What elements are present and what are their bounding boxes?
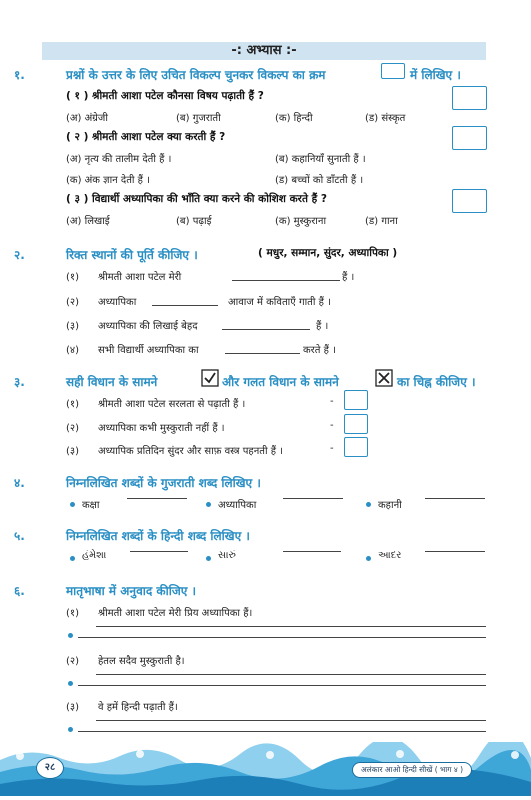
q6-item-1-number: (१) [66, 608, 80, 619]
question-4-number: ४. [14, 476, 25, 490]
q6-item-1-line-1[interactable] [96, 626, 486, 627]
q4-word-1-bullet [70, 502, 75, 507]
q1-item-2-option-b: (ब) कहानियाँ सुनाती हैं । [275, 154, 366, 165]
q5-word-3: આદર [378, 550, 402, 561]
q4-word-3: कहानी [378, 500, 402, 511]
question-1-heading-tail: में लिखिए । [410, 68, 461, 82]
q1-item-1-option-b: (ब) गुजराती [176, 113, 221, 124]
question-3-heading-c: का चिह्न कीजिए । [397, 375, 476, 389]
exercise-title: -: अभ्यास :- [42, 42, 486, 60]
q1-item-1-option-d: (ड) संस्कृत [365, 113, 406, 124]
q6-item-3-bullet [68, 727, 73, 732]
q3-item-3-text: अध्यापिक प्रतिदिन सुंदर और साफ़ वस्त्र पहनती हैं । [98, 446, 284, 457]
q6-item-2-text: हेतल सदैव मुस्कुराती है। [98, 656, 185, 667]
q3-item-1-text: श्रीमती आशा पटेल सरलता से पढ़ाती हैं । [98, 399, 246, 410]
q1-item-3-option-d: (ड) गाना [365, 216, 398, 227]
q3-item-1-dash: - [330, 396, 334, 407]
q3-item-2-answer-box[interactable] [344, 414, 368, 434]
q1-item-3-option-b: (ब) पढ़ाई [176, 216, 212, 227]
question-5-heading: निम्नलिखित शब्दों के हिन्दी शब्द लिखिए । [66, 529, 250, 543]
q5-word-1: હંમેશા [82, 550, 107, 561]
q1-item-1-answer-box[interactable] [452, 86, 487, 110]
q6-item-3-text: वे हमें हिन्दी पढ़ाती हैं। [98, 702, 178, 713]
q1-item-3-answer-box[interactable] [452, 189, 487, 213]
q2-item-2-blank[interactable] [152, 305, 218, 306]
q5-word-2-bullet [206, 556, 211, 561]
q3-item-1-answer-box[interactable] [344, 390, 368, 410]
question-5-number: ५. [14, 529, 25, 543]
q2-item-3-blank[interactable] [222, 329, 310, 330]
q1-item-2-question: ( २ ) श्रीमती आशा पटेल क्या करती हैं ? [66, 131, 226, 143]
q2-item-4-number: (४) [66, 345, 80, 356]
question-2-heading: रिक्त स्थानों की पूर्ति कीजिए । [66, 248, 198, 262]
q6-item-2-bullet [68, 681, 73, 686]
q1-item-2-option-a: (अ) नृत्य की तालीम देती हैं । [66, 154, 172, 165]
q1-item-2-answer-box[interactable] [452, 126, 487, 150]
question-4-heading: निम्नलिखित शब्दों के गुजराती शब्द लिखिए । [66, 476, 261, 490]
q2-item-1-blank[interactable] [232, 280, 340, 281]
book-name: अलंकार आओ हिन्दी सीखें ( भाग ४ ) [352, 762, 472, 778]
q3-item-3-number: (३) [66, 446, 80, 457]
q2-item-4-text-b: करते हैं । [303, 345, 336, 356]
q5-word-1-blank[interactable] [130, 551, 188, 552]
q6-item-3-answer-line[interactable] [78, 731, 486, 732]
q3-item-2-dash: - [330, 420, 334, 431]
question-3-heading-a: सही विधान के सामने [66, 375, 158, 389]
q1-item-1-option-a: (अ) अंग्रेजी [66, 113, 108, 124]
q2-item-1-number: (१) [66, 272, 80, 283]
q3-item-3-dash: - [330, 443, 334, 454]
q5-word-3-blank[interactable] [425, 551, 485, 552]
q6-item-2-answer-line[interactable] [78, 685, 486, 686]
q5-word-2-blank[interactable] [283, 551, 341, 552]
q4-word-1: कक्षा [82, 500, 100, 511]
q5-word-1-bullet [70, 556, 75, 561]
question-6-heading: मातृभाषा में अनुवाद कीजिए । [66, 584, 197, 598]
q4-word-2: अध्यापिका [218, 500, 257, 511]
q1-item-3-option-a: (अ) लिखाई [66, 216, 110, 227]
q4-word-2-bullet [206, 502, 211, 507]
q2-item-2-number: (२) [66, 297, 80, 308]
q2-item-4-blank[interactable] [225, 353, 300, 354]
q3-item-1-number: (१) [66, 399, 80, 410]
q1-item-3-question: ( ३ ) विद्यार्थी अध्यापिका की भाँति क्या करने की कोशिश करते हैं ? [66, 193, 327, 205]
q6-item-2-number: (२) [66, 656, 80, 667]
q2-item-3-text-b: हैं । [316, 321, 329, 332]
tick-mark-icon [201, 369, 219, 387]
question-2-number: २. [14, 248, 25, 262]
q2-item-3-number: (३) [66, 321, 80, 332]
cross-mark-icon [375, 369, 393, 387]
q2-item-2-text-b: आवाज में कविताएँ गाती हैं । [228, 297, 331, 308]
q6-item-1-text: श्रीमती आशा पटेल मेरी प्रिय अध्यापिका हैं। [98, 608, 253, 619]
q4-word-1-blank[interactable] [127, 498, 187, 499]
q6-item-1-bullet [68, 633, 73, 638]
q4-word-3-blank[interactable] [425, 498, 485, 499]
q1-item-2-option-d: (ड) बच्चों को डाँटती हैं । [275, 175, 364, 186]
q2-item-3-text-a: अध्यापिका की लिखाई बेहद [98, 321, 198, 332]
question-2-word-bank: ( मधुर, सम्मान, सुंदर, अध्यापिका ) [258, 247, 398, 259]
q5-word-2: સારું [218, 550, 236, 561]
question-3-heading-b: और गलत विधान के सामने [222, 375, 339, 389]
q1-item-2-option-c: (क) अंक ज्ञान देती हैं । [66, 175, 150, 186]
q3-item-2-number: (२) [66, 423, 80, 434]
q6-item-3-number: (३) [66, 702, 80, 713]
page-number: २८ [36, 757, 64, 779]
q6-item-3-line-1[interactable] [96, 720, 486, 721]
q3-item-2-text: अध्यापिका कभी मुस्कुराती नहीं हैं । [98, 423, 225, 434]
q6-item-1-answer-line[interactable] [78, 637, 486, 638]
q1-item-3-option-c: (क) मुस्कुराना [275, 216, 327, 227]
q4-word-3-bullet [366, 502, 371, 507]
q2-item-1-text-a: श्रीमती आशा पटेल मेरी [98, 272, 182, 283]
q3-item-3-answer-box[interactable] [344, 437, 368, 457]
q4-word-2-blank[interactable] [283, 498, 343, 499]
q2-item-2-text-a: अध्यापिका [98, 297, 137, 308]
q2-item-4-text-a: सभी विद्यार्थी अध्यापिका का [98, 345, 199, 356]
q1-item-1-option-c: (क) हिन्दी [275, 113, 313, 124]
question-3-number: ३. [14, 375, 25, 389]
q2-item-1-text-b: हैं । [342, 272, 355, 283]
question-1-heading: प्रश्नों के उत्तर के लिए उचित विकल्प चुनकर विकल्प का क्रम [66, 68, 326, 82]
q5-word-3-bullet [366, 556, 371, 561]
question-6-number: ६. [14, 584, 25, 598]
question-1-number: १. [14, 68, 25, 82]
q1-item-1-question: ( १ ) श्रीमती आशा पटेल कौनसा विषय पढ़ाती हैं ? [66, 90, 264, 102]
q6-item-2-line-1[interactable] [96, 674, 486, 675]
answer-order-sample-box [381, 63, 405, 79]
